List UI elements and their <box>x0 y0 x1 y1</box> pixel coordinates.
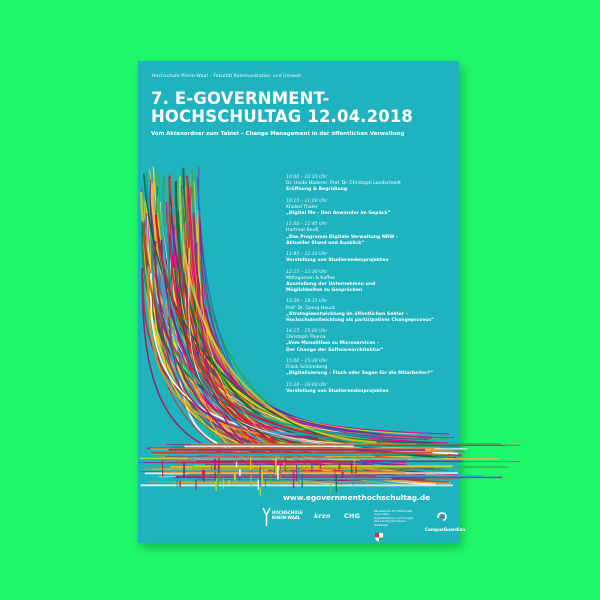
decorative-band-weave <box>296 464 297 481</box>
campus-logo-icon <box>436 512 448 522</box>
agenda-time: 13:30 – 14:15 Uhr <box>286 299 328 305</box>
decorative-band-stripe <box>190 444 416 445</box>
decorative-band-stripe <box>166 453 372 455</box>
decorative-band-stripe <box>163 471 405 473</box>
decorative-band-weave <box>261 470 263 483</box>
decorative-band-weave <box>211 464 212 471</box>
nrw-crest-icon <box>374 532 384 542</box>
decorative-band-stripe <box>185 445 354 447</box>
agenda-item <box>286 359 456 377</box>
agenda-time: 10:00 – 10:15 Uhr <box>286 175 328 180</box>
campus-logo <box>425 507 466 532</box>
decorative-band-weave <box>220 472 221 477</box>
agenda-time: 11:00 – 11:45 Uhr <box>286 222 328 228</box>
decorative-band-weave <box>250 458 251 470</box>
agenda-topic: Vorstellung von Studierendenprojekten <box>286 388 389 394</box>
agenda-speaker: Hartmut Beuß <box>286 228 319 234</box>
sponsor-logos <box>138 507 466 543</box>
agenda-item <box>286 329 456 353</box>
agenda-item <box>286 299 456 323</box>
decorative-band-weave <box>236 462 237 468</box>
poster-kicker: Hochschule Rhein-Waal – Fakultät Kommunikation und Umwelt <box>152 74 302 79</box>
decorative-band-weave <box>234 474 236 481</box>
agenda-item <box>286 383 456 395</box>
agenda-time: 10:15 – 11:00 Uhr <box>286 198 328 204</box>
agenda-time: 14:15 – 15:00 Uhr <box>286 329 328 335</box>
agenda-topic: „Strategieentwicklung im öffentlichen Sektor – Hochschulentwicklung als partizipativer Changeprozess“ <box>286 311 434 323</box>
krzn-logo: krzn <box>314 512 331 520</box>
ministry-logo-text: Ministerium für Wirtschaft, Innovation, Digitalisierung und Energie des Landes Nordrhein-Westfalen <box>374 509 414 527</box>
decorative-band-weave <box>270 473 272 484</box>
decorative-band-stripe <box>141 484 453 486</box>
decorative-band-stripe <box>205 477 502 478</box>
decorative-band-stripe <box>205 464 373 465</box>
decorative-band-weave <box>195 480 196 490</box>
decorative-band-weave <box>228 480 230 485</box>
agenda-time: 15:00 – 15:30 Uhr <box>286 358 328 364</box>
decorative-band-stripe <box>194 465 453 467</box>
decorative-band-weave <box>275 458 277 475</box>
decorative-band-weave <box>218 458 219 473</box>
agenda-topic: „Digital Me – Den Anwender im Gepäck“ <box>286 210 391 216</box>
agenda-item <box>286 270 456 294</box>
decorative-band-stripe <box>206 461 519 462</box>
poster-subtitle: Vom Aktenordner zum Tablet – Change Management in der öffentlichen Verwaltung <box>151 131 405 137</box>
agenda-topic: Ausstellung der Unternehmen und Möglichkeiten zu Gesprächen <box>286 281 376 293</box>
agenda-list <box>286 175 456 400</box>
agenda-item <box>286 175 456 193</box>
decorative-band-stripe <box>188 457 442 458</box>
decorative-band-weave <box>336 474 337 492</box>
decorative-band-stripe <box>169 449 426 451</box>
decorative-band-weave <box>339 464 341 470</box>
decorative-band-weave <box>175 465 176 469</box>
decorative-band-stripe <box>148 481 375 482</box>
decorative-band-weave <box>265 480 266 488</box>
decorative-band-weave <box>293 472 295 489</box>
decorative-band-stripe <box>152 452 433 453</box>
ministry-logo <box>374 510 418 546</box>
decorative-band-weave <box>320 465 321 469</box>
decorative-band-stripe <box>166 456 326 457</box>
decorative-band-weave <box>335 468 336 479</box>
campus-logo-text: CampusGuardian <box>425 527 466 532</box>
agenda-topic: „Das Programm Digitale Verwaltung NRW – Aktueller Stand und Ausblick“ <box>286 234 399 246</box>
hsrw-logo-text: HOCHSCHULE RHEIN-WAAL <box>272 510 303 520</box>
decorative-band-weave <box>298 467 299 482</box>
decorative-band-weave <box>354 461 355 475</box>
agenda-item <box>286 222 456 246</box>
website-link[interactable]: www.egovernmenthochschultag.de <box>283 493 431 502</box>
decorative-band-weave <box>301 474 303 488</box>
decorative-band-weave <box>342 472 344 478</box>
agenda-time: 15:30 – 16:00 Uhr <box>286 382 328 388</box>
decorative-band-weave <box>355 467 357 474</box>
agenda-speaker: Mittagessen & Kaffee <box>286 275 335 281</box>
agenda-time: 11:45 – 12:15 Uhr <box>286 252 328 258</box>
decorative-band-weave <box>183 461 185 477</box>
decorative-band-weave <box>215 472 216 481</box>
decorative-band-weave <box>179 480 181 487</box>
decorative-band-weave <box>279 470 281 479</box>
agenda-item <box>286 199 456 217</box>
agenda-topic: Vorstellung von Studierendenprojekten <box>286 258 389 264</box>
decorative-band-weave <box>285 457 286 471</box>
agenda-time: 12:15 – 13:30 Uhr <box>286 269 328 275</box>
decorative-band-weave <box>203 470 205 482</box>
decorative-band-weave <box>307 463 308 474</box>
decorative-band-stripe <box>188 474 439 475</box>
poster-title: 7. E-GOVERNMENT- HOCHSCHULTAG 12.04.2018 <box>151 89 414 126</box>
decorative-band-weave <box>277 466 279 480</box>
agenda-speaker: Dr. Heide Naderer, Prof. Dr. Christoph Landscheidt <box>286 181 401 187</box>
agenda-speaker: Prof. Dr. Georg Hauck <box>286 305 336 311</box>
decorative-band-weave <box>258 479 259 490</box>
decorative-band-stripe <box>186 474 394 475</box>
agenda-topic: „Digitalisierung – Fluch oder Segen für die Mitarbeiter?“ <box>286 371 434 377</box>
agenda-speaker: Frank Schöneberg <box>286 365 328 371</box>
agenda-topic: Eröffnung & Begrüßung <box>286 187 348 193</box>
decorative-band-weave <box>311 462 313 472</box>
agenda-item <box>286 252 456 264</box>
decorative-band-weave <box>331 468 332 472</box>
decorative-band-weave <box>223 479 224 489</box>
event-poster <box>138 61 466 543</box>
decorative-band-weave <box>239 469 241 475</box>
agenda-speaker: Christoph Thoma <box>286 335 326 341</box>
decorative-band-weave <box>162 460 163 477</box>
decorative-band-weave <box>351 462 352 473</box>
decorative-band-weave <box>251 476 252 488</box>
hsrw-logo <box>262 507 303 531</box>
decorative-band-weave <box>214 459 216 470</box>
decorative-band-stripe <box>154 478 392 479</box>
decorative-band-weave <box>177 480 178 487</box>
decorative-band-weave <box>280 469 282 481</box>
decorative-band-weave <box>239 476 241 481</box>
agenda-topic: „Vom Monolithen zu Microservices – Der Change der Softwarearchitektur“ <box>286 341 384 353</box>
chg-logo: CHG <box>344 512 361 520</box>
agenda-speaker: Khaled Thaler <box>286 204 318 210</box>
decorative-band-weave <box>353 470 354 486</box>
decorative-band-weave <box>259 472 261 486</box>
hsrw-logo-icon <box>262 507 271 527</box>
